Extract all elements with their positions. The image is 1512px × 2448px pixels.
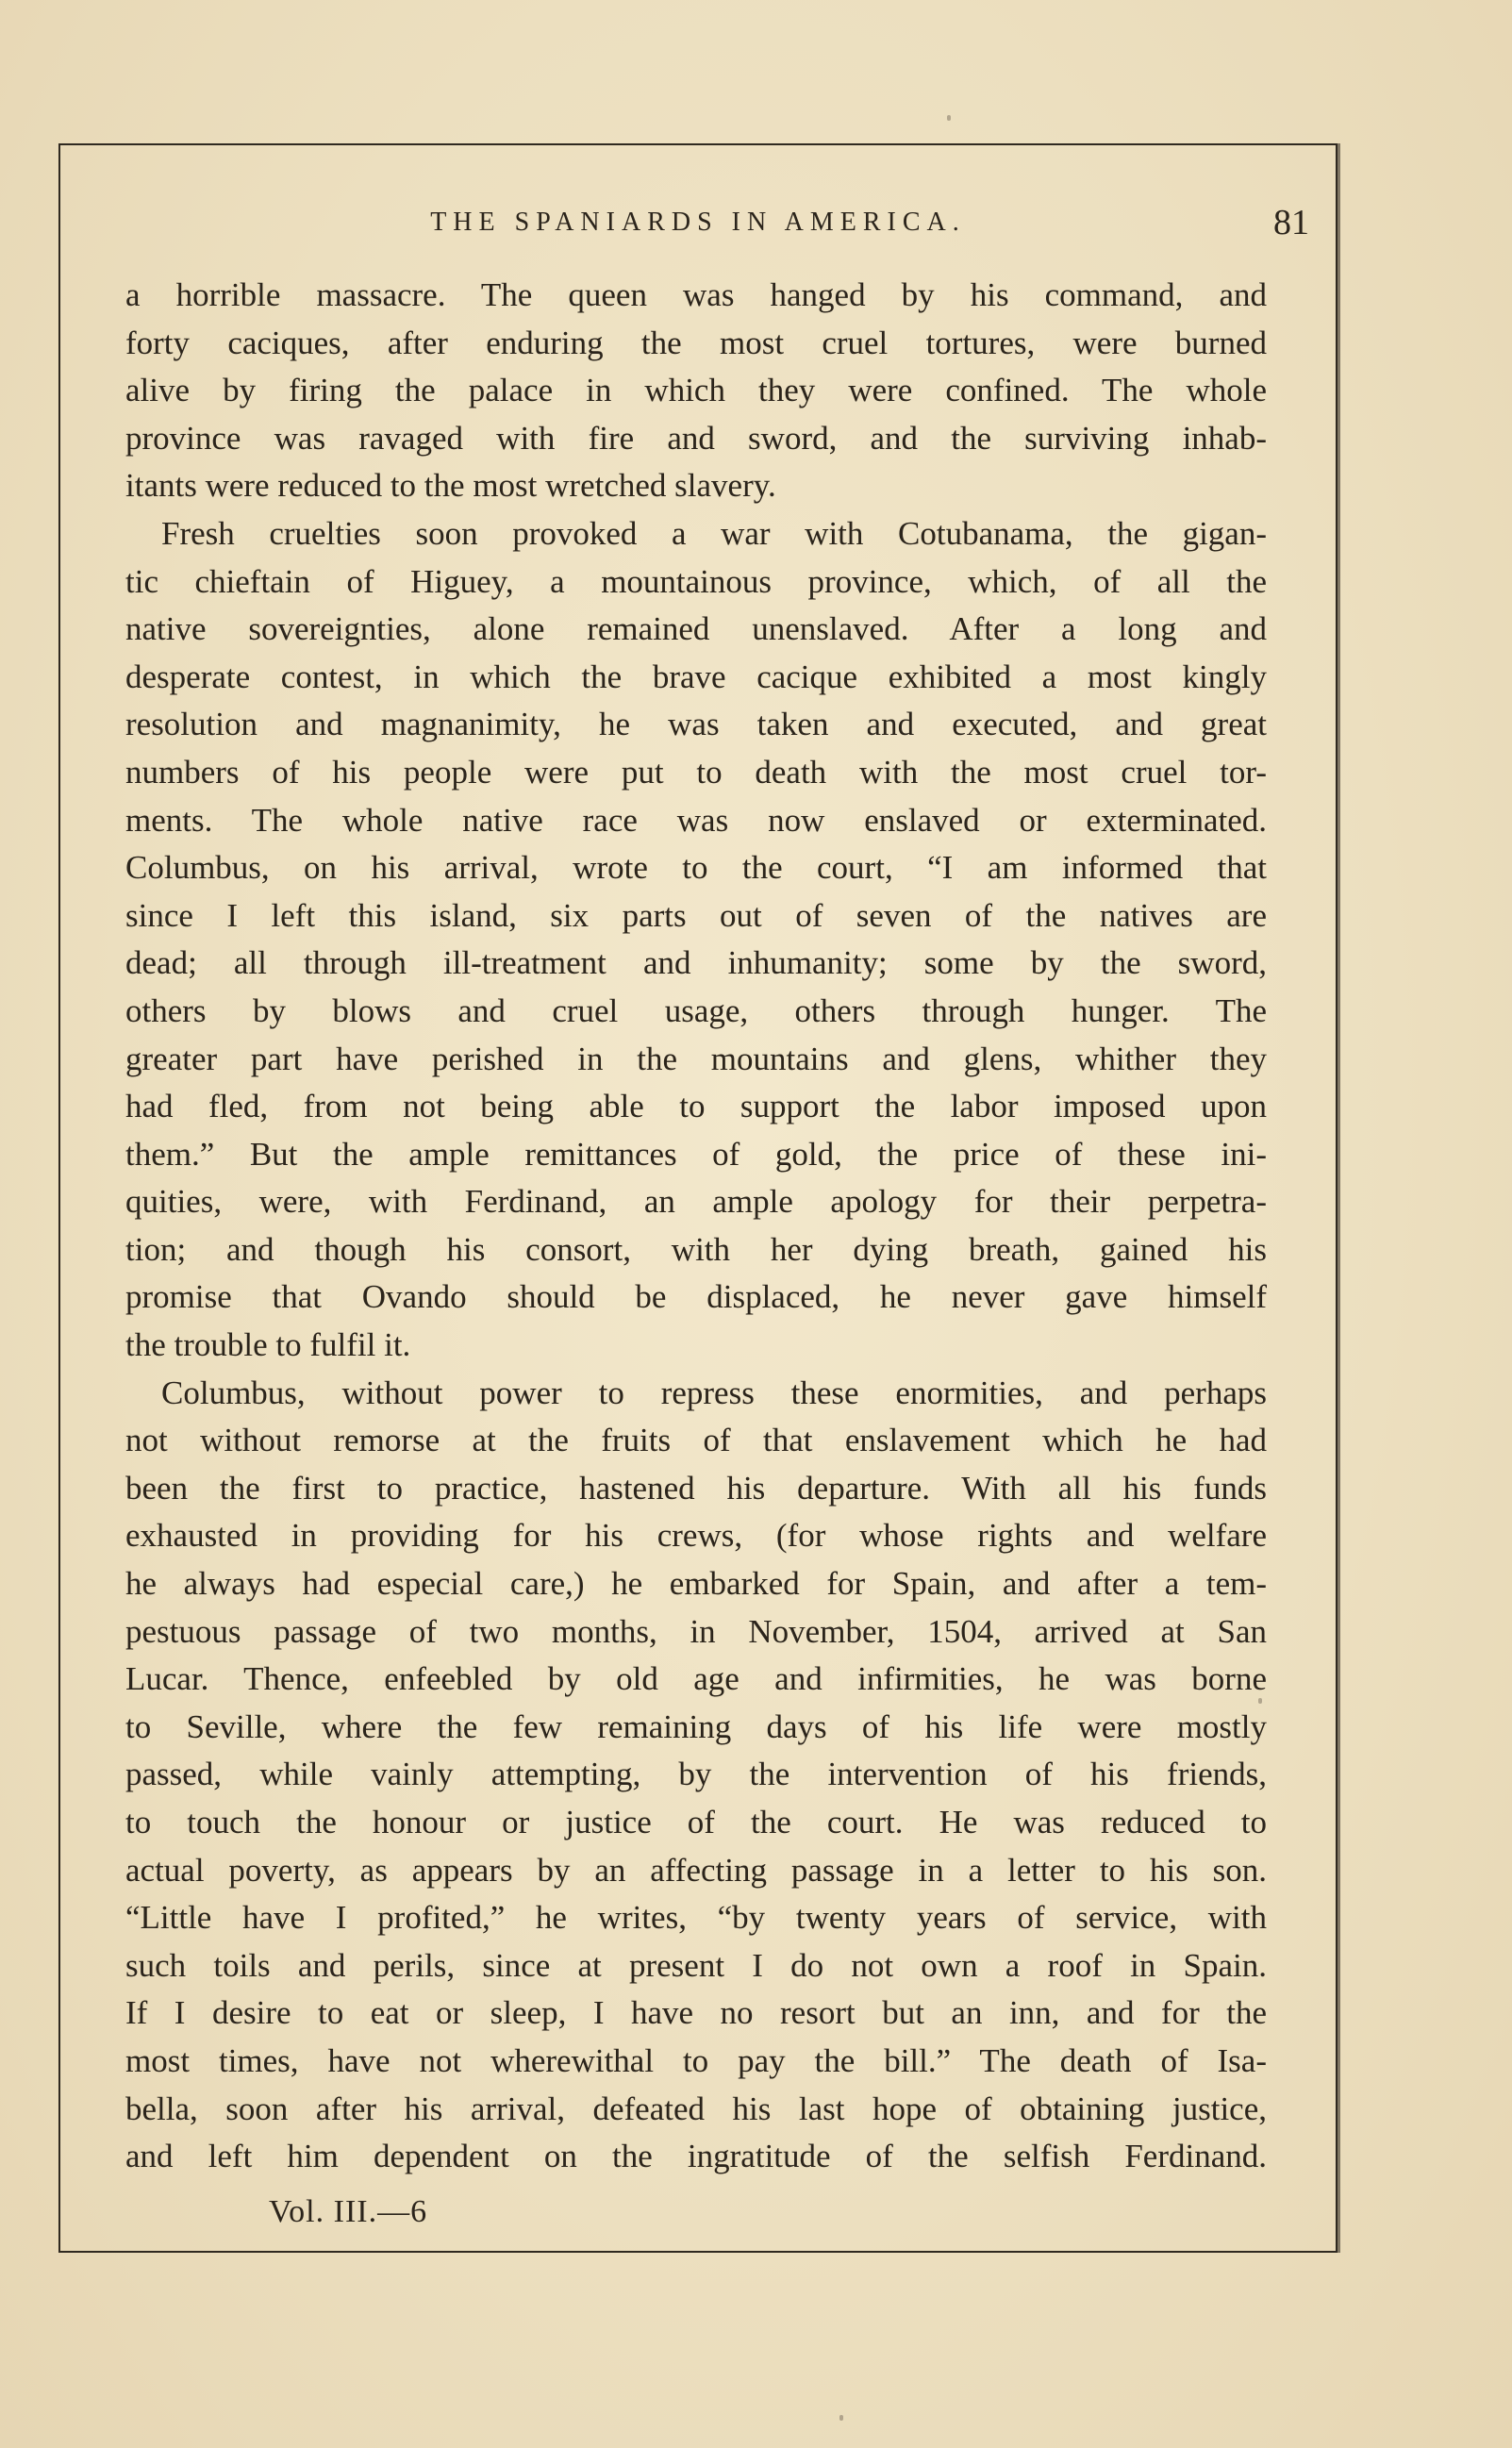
text-line: forty caciques, after enduring the most cruel tortures, were burned	[125, 324, 1267, 361]
text-line: pestuous passage of two months, in November, 1504, arrived at San	[125, 1612, 1267, 1650]
text-line: to touch the honour or justice of the court. He was reduced to	[125, 1804, 1267, 1840]
text-line: dead; all through ill-treatment and inhumanity; some by the sword,	[125, 944, 1267, 982]
text-line: numbers of his people were put to death with the most cruel tor-	[125, 753, 1267, 791]
text-line: itants were reduced to the most wretched slavery.	[125, 467, 776, 505]
text-line: exhausted in providing for his crews, (for whose rights and welfare	[125, 1517, 1267, 1555]
text-line: quities, were, with Ferdinand, an ample apology for their perpetra-	[125, 1183, 1267, 1221]
text-line: most times, have not wherewithal to pay the bill.” The death of Isa-	[125, 2041, 1267, 2079]
text-line: he always had especial care,) he embarked for Spain, and after a tem-	[125, 1565, 1267, 1603]
text-line: promise that Ovando should be displaced, he never gave himself	[125, 1278, 1267, 1316]
text-line: been the first to practice, hastened his departure. With all his funds	[125, 1469, 1267, 1507]
text-line: desperate contest, in which the brave cacique exhibited a most kingly	[125, 658, 1267, 695]
text-line: bella, soon after his arrival, defeated his last hope of obtaining justice,	[125, 2090, 1267, 2127]
text-line: the trouble to fulfil it.	[125, 1326, 411, 1364]
page-number: 81	[1273, 203, 1309, 242]
text-line: resolution and magnanimity, he was taken and executed, and great	[125, 706, 1267, 743]
body-text	[125, 272, 1267, 2181]
text-line: actual poverty, as appears by an affecting passage in a letter to his son.	[125, 1851, 1267, 1889]
text-line: passed, while vainly attempting, by the intervention of his friends,	[125, 1756, 1267, 1793]
text-line: greater part have perished in the mountains and glens, whither they	[125, 1040, 1267, 1077]
text-line: others by blows and cruel usage, others through hunger. The	[125, 991, 1267, 1029]
text-line: and left him dependent on the ingratitude of the selfish Ferdinand.	[125, 2138, 1267, 2175]
text-line: Columbus, on his arrival, wrote to the court, “I am informed that	[125, 849, 1267, 887]
running-title: THE SPANIARDS IN AMERICA.	[430, 208, 966, 237]
paper-speck	[839, 2415, 843, 2421]
text-line: to Seville, where the few remaining days of his life were mostly	[125, 1707, 1267, 1745]
text-line: alive by firing the palace in which they were confined. The whole	[125, 372, 1267, 409]
text-line: Fresh cruelties soon provoked a war with Cotubanama, the gigan-	[161, 514, 1267, 552]
signature-mark: Vol. III.—6	[269, 2194, 428, 2229]
text-line: Lucar. Thence, enfeebled by old age and infirmities, he was borne	[125, 1660, 1267, 1698]
text-line: Columbus, without power to repress these enormities, and perhaps	[161, 1374, 1267, 1411]
text-line: such toils and perils, since at present I do not own a roof in Spain.	[125, 1946, 1267, 1984]
text-line: province was ravaged with fire and sword, and the surviving inhab-	[125, 419, 1267, 457]
text-line: tion; and though his consort, with her dying breath, gained his	[125, 1230, 1267, 1268]
text-line: since I left this island, six parts out of seven of the natives are	[125, 896, 1267, 934]
text-line: not without remorse at the fruits of that enslavement which he had	[125, 1422, 1267, 1459]
text-line: “Little have I profited,” he writes, “by twenty years of service, with	[125, 1899, 1267, 1937]
text-line: a horrible massacre. The queen was hanged by his command, and	[125, 276, 1267, 313]
text-line: native sovereignties, alone remained unenslaved. After a long and	[125, 610, 1267, 648]
text-line: If I desire to eat or sleep, I have no resort but an inn, and for the	[125, 1994, 1267, 2032]
paper-speck	[947, 115, 951, 121]
running-head	[58, 198, 1338, 255]
text-line: ments. The whole native race was now enslaved or exterminated.	[125, 801, 1267, 839]
page-border-shadow	[1338, 143, 1340, 2253]
text-line: had fled, from not being able to support the labor imposed upon	[125, 1088, 1267, 1125]
paper-speck	[1258, 1698, 1262, 1704]
text-line: tic chieftain of Higuey, a mountainous province, which, of all the	[125, 562, 1267, 600]
text-line: them.” But the ample remittances of gold, the price of these ini-	[125, 1135, 1267, 1173]
